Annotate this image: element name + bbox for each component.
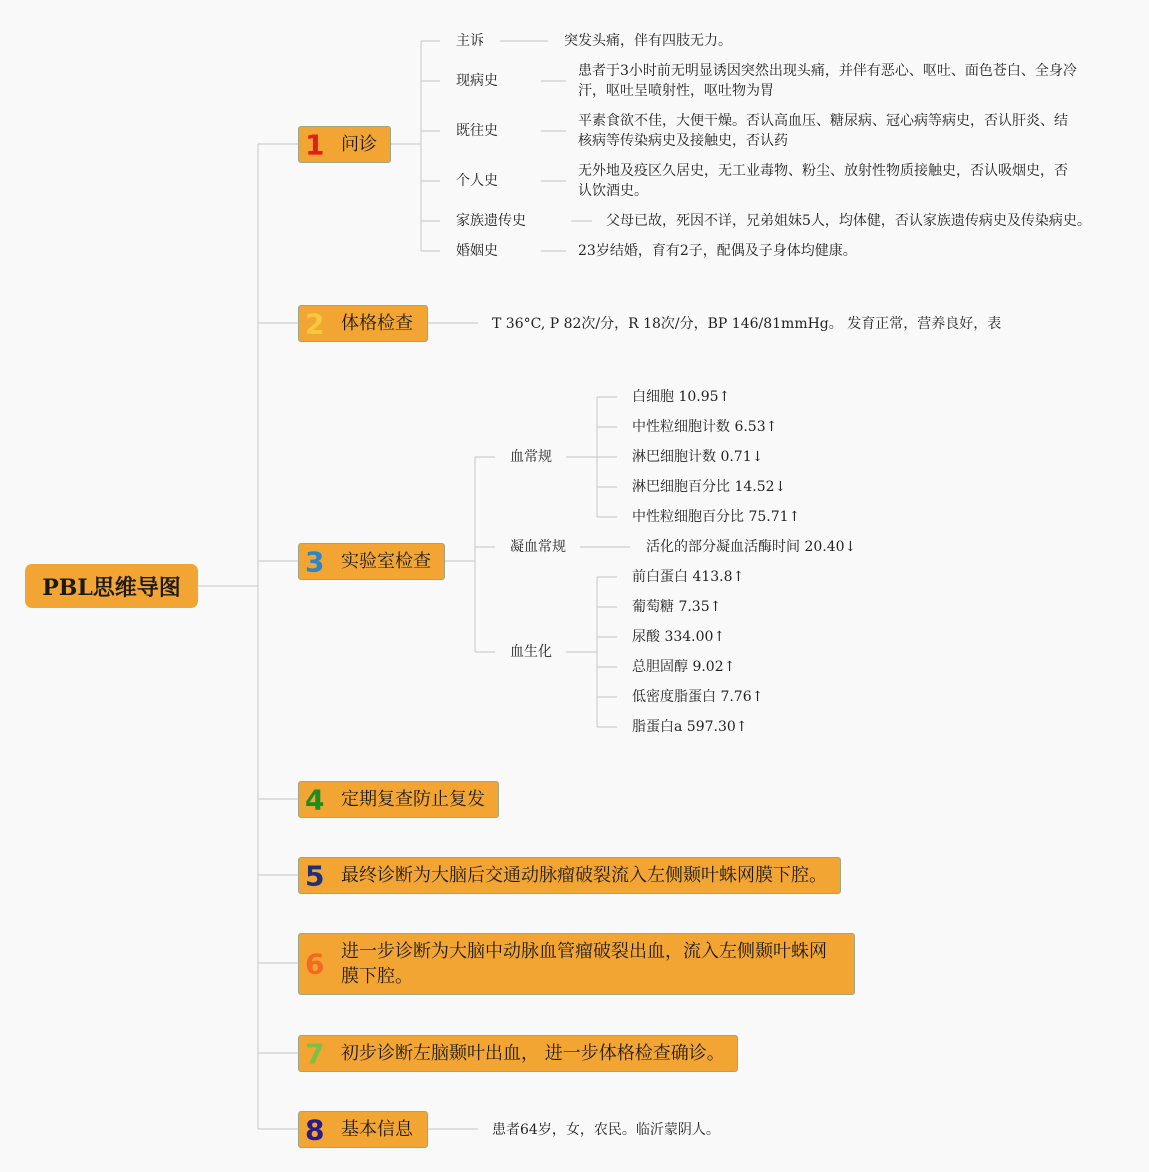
branch-7-node[interactable] — [298, 1035, 738, 1072]
lab-item: 中性粒细胞百分比 75.71↑ — [632, 509, 801, 525]
lab-item: 活化的部分凝血活酶时间 20.40↓ — [646, 539, 857, 555]
number-1-icon: 1 — [305, 128, 325, 161]
b8-detail: 患者64岁，女，农民。临沂蒙阴人。 — [492, 1122, 720, 1138]
lab-item: 淋巴细胞百分比 14.52↓ — [632, 479, 787, 495]
lab-item: 葡萄糖 7.35↑ — [632, 599, 722, 615]
b3-group-biochemistry: 血生化 — [510, 644, 552, 660]
b1-value-1: 突发头痛，伴有四肢无力。 — [564, 33, 732, 49]
branch-7-label: 初步诊断左脑颞叶出血， 进一步体格检查确诊。 — [341, 1043, 725, 1064]
branch-8-node[interactable] — [298, 1111, 428, 1148]
lab-item: 尿酸 334.00↑ — [632, 629, 726, 645]
branch-6-label: 进一步诊断为大脑中动脉血管瘤破裂出血，流入左侧颞叶蛛网膜下腔。 — [341, 941, 827, 987]
lab-item: 低密度脂蛋白 7.76↑ — [632, 689, 764, 705]
branch-1-node[interactable] — [298, 126, 391, 163]
b1-key-2: 现病史 — [456, 73, 498, 89]
number-6-icon: 6 — [305, 947, 325, 981]
b1-key-4: 个人史 — [456, 173, 498, 189]
b1-key-6: 婚姻史 — [456, 243, 498, 259]
branch-2-label: 体格检查 — [341, 313, 413, 334]
number-5-icon: 5 — [305, 859, 325, 892]
b1-value-4: 无外地及疫区久居史，无工业毒物、粉尘、放射性物质接触史，否认吸烟史，否认饮酒史。 — [578, 163, 1068, 199]
b3-group-blood-routine: 血常规 — [510, 449, 552, 465]
b2-detail: T 36°C, P 82次/分，R 18次/分，BP 146/81mmHg。 发育正常，营养良好，表 — [492, 316, 1002, 332]
b1-value-6: 23岁结婚，育有2子，配偶及子身体均健康。 — [578, 243, 857, 259]
root-title: PBL思维导图 — [42, 574, 181, 601]
number-2-icon: 2 — [305, 307, 325, 340]
branch-3-label: 实验室检查 — [341, 551, 431, 572]
lab-item: 总胆固醇 9.02↑ — [632, 659, 736, 675]
number-7-icon: 7 — [305, 1037, 325, 1070]
b1-key-1: 主诉 — [456, 33, 484, 49]
lab-item: 脂蛋白a 597.30↑ — [632, 719, 748, 735]
branch-5-label: 最终诊断为大脑后交通动脉瘤破裂流入左侧颞叶蛛网膜下腔。 — [341, 865, 827, 886]
branch-8-label: 基本信息 — [341, 1119, 413, 1140]
b1-value-2: 患者于3小时前无明显诱因突然出现头痛，并伴有恶心、呕吐、面色苍白、全身冷汗，呕吐呈喷射性，呕吐物为胃 — [578, 63, 1077, 99]
number-3-icon: 3 — [305, 545, 325, 578]
number-8-icon: 8 — [305, 1113, 325, 1146]
root-node[interactable] — [25, 564, 198, 608]
branch-5-node[interactable] — [298, 857, 841, 894]
b1-key-5: 家族遗传史 — [456, 213, 526, 229]
b1-key-3: 既往史 — [456, 123, 498, 139]
lab-item: 白细胞 10.95↑ — [632, 389, 731, 405]
b1-value-5: 父母已故，死因不详，兄弟姐妹5人，均体健，否认家族遗传病史及传染病史。 — [606, 213, 1091, 229]
lab-item: 中性粒细胞计数 6.53↑ — [632, 419, 778, 435]
lab-item: 淋巴细胞计数 0.71↓ — [632, 449, 764, 465]
branch-3-node[interactable] — [298, 543, 445, 580]
number-4-icon: 4 — [305, 783, 325, 816]
b3-group-coagulation: 凝血常规 — [510, 539, 566, 555]
branch-2-node[interactable] — [298, 305, 428, 342]
branch-6-node[interactable] — [298, 933, 855, 995]
b1-value-3: 平素食欲不佳，大便干燥。否认高血压、糖尿病、冠心病等病史，否认肝炎、结核病等传染病史及接触史，否认药 — [578, 113, 1068, 149]
lab-item: 前白蛋白 413.8↑ — [632, 569, 745, 585]
branch-4-label: 定期复查防止复发 — [341, 789, 485, 810]
branch-4-node[interactable] — [298, 781, 499, 818]
branch-1-label: 问诊 — [341, 134, 377, 155]
